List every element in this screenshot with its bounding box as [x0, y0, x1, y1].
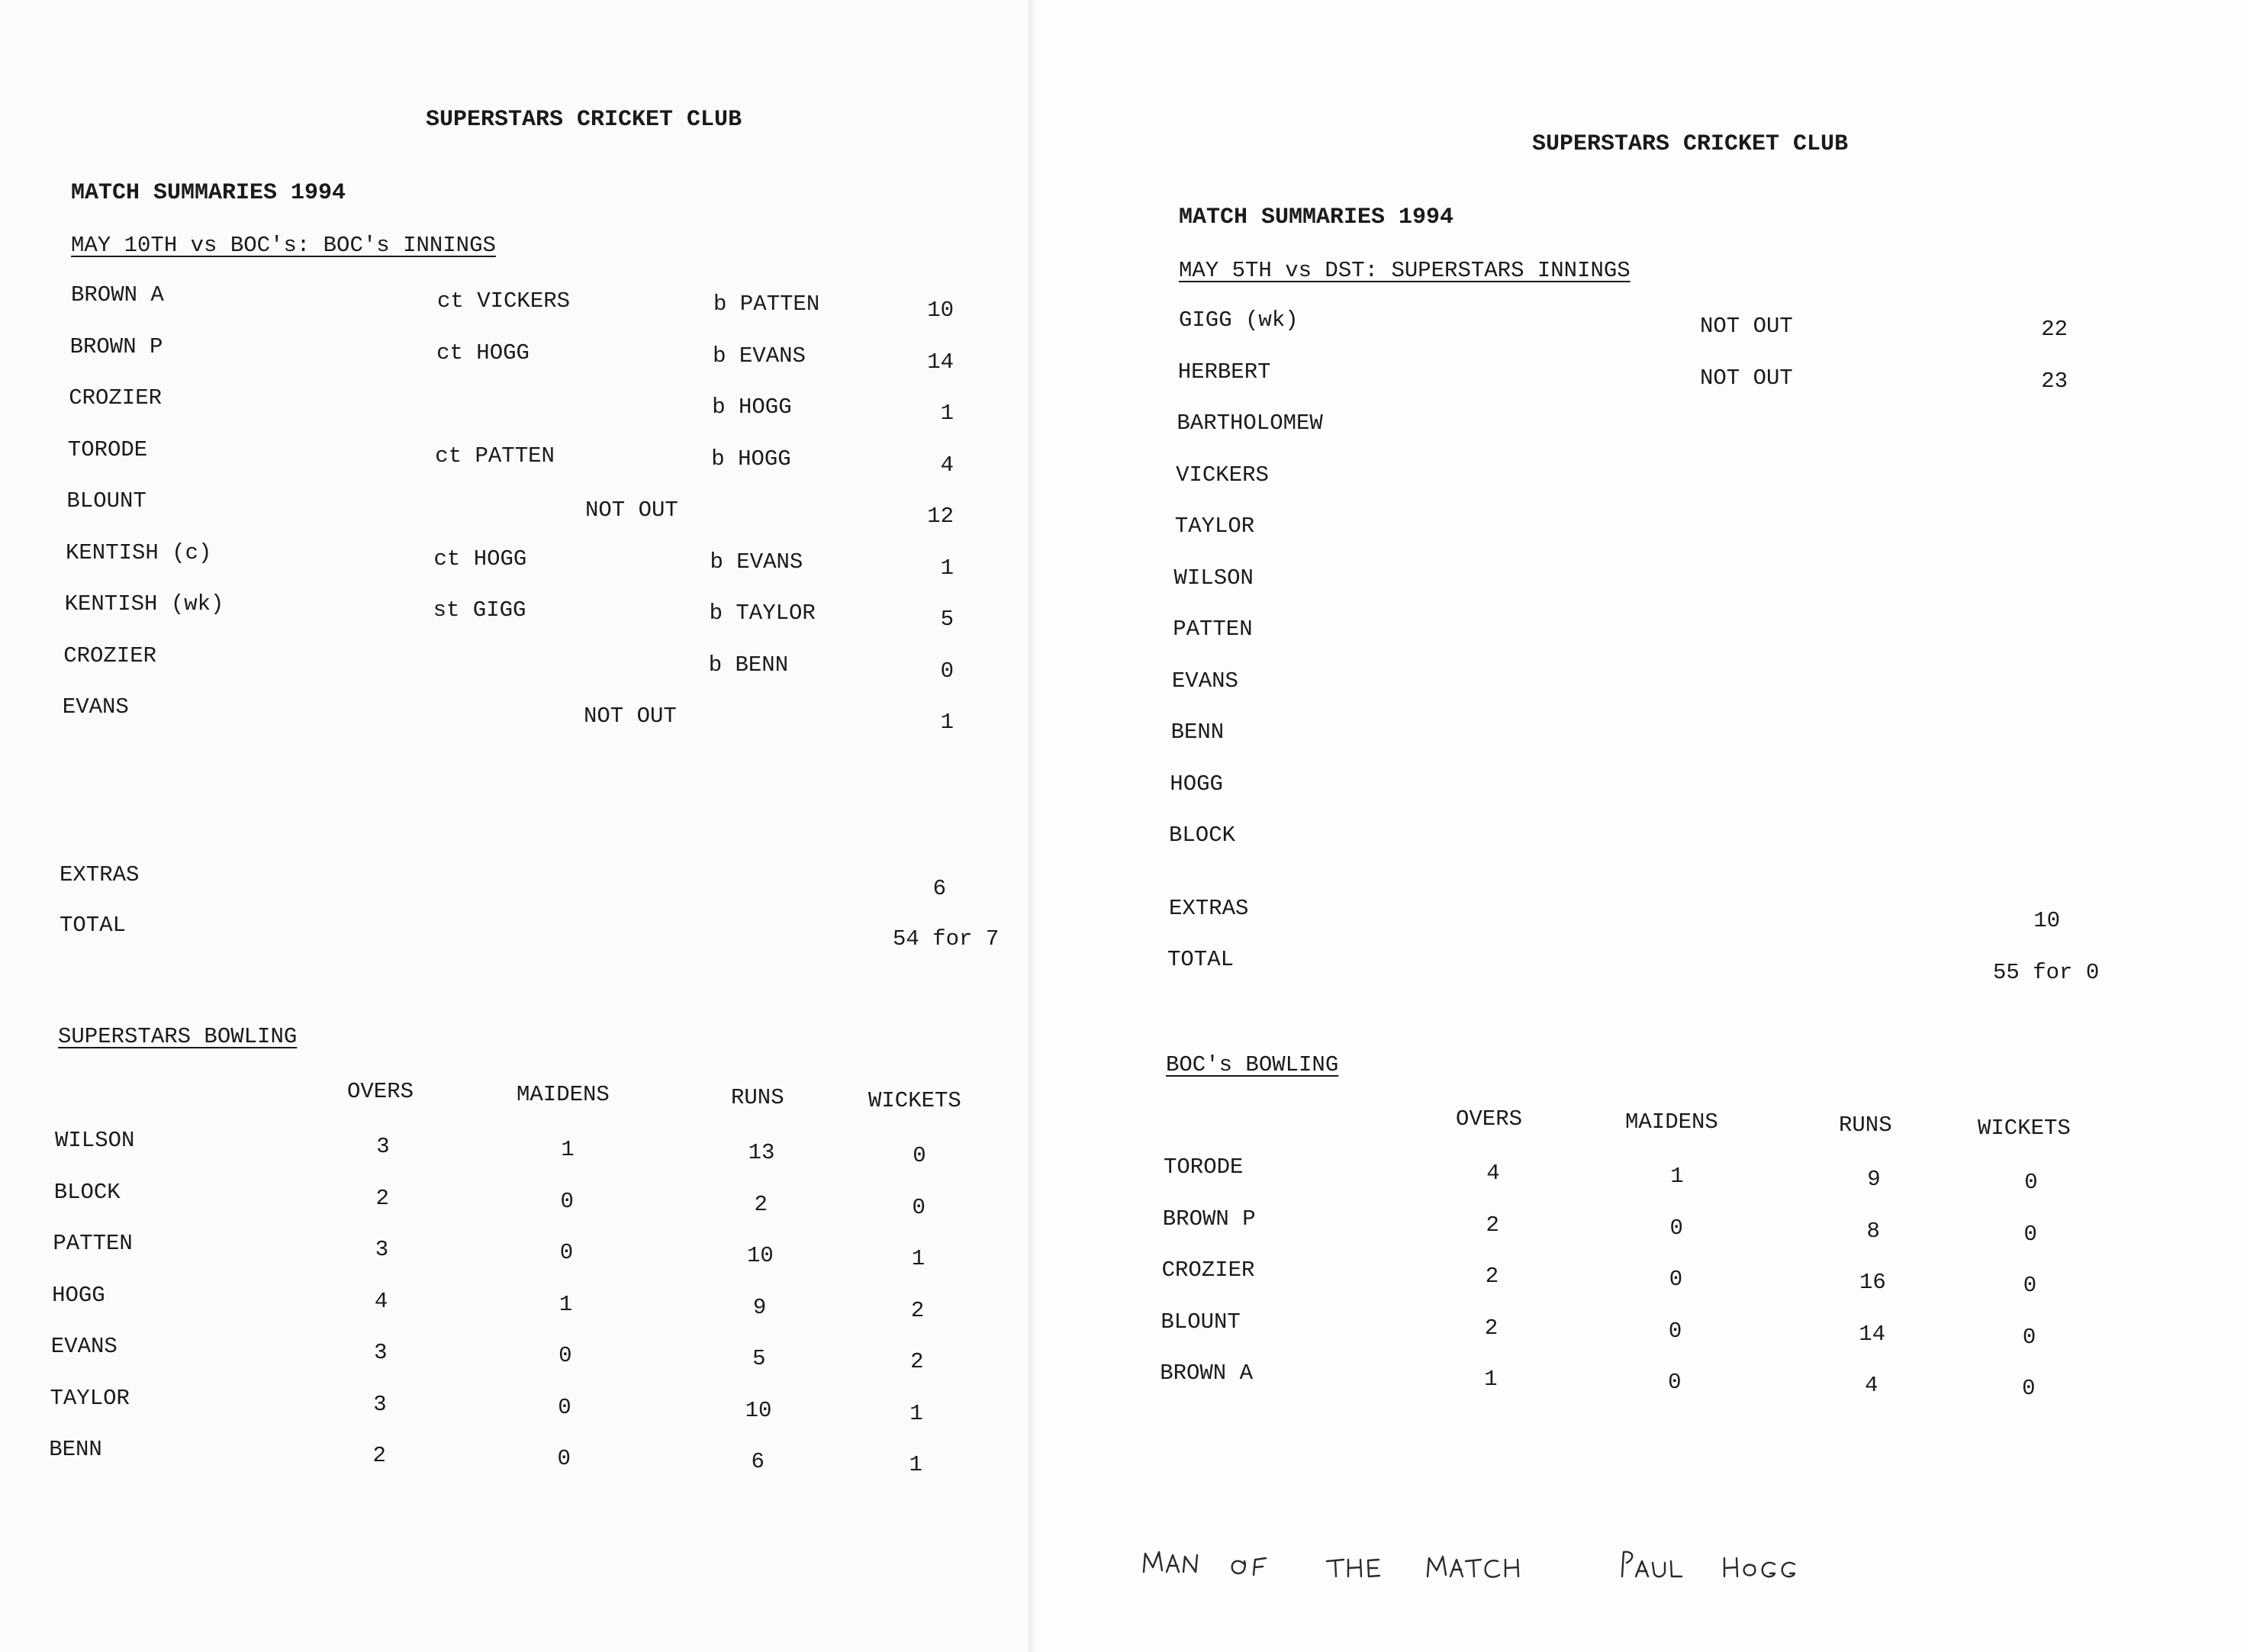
bowling-header: MAIDENS: [1625, 1109, 1718, 1135]
bowler-runs: 10: [746, 1243, 774, 1268]
bowler-runs: 14: [1859, 1321, 1885, 1347]
club-title-left: SUPERSTARS CRICKET CLUB: [426, 107, 742, 133]
batter-caught: ct VICKERS: [437, 288, 571, 314]
handwritten-man-of-the-match: [1141, 1543, 1537, 1589]
bowler-runs: 6: [751, 1449, 765, 1474]
bowler-runs: 5: [752, 1346, 766, 1371]
innings-title-left: MAY 10TH vs BOC's: BOC's INNINGS: [71, 233, 496, 258]
batter-runs: 1: [940, 555, 954, 581]
bowler-wickets: 0: [2023, 1221, 2037, 1247]
batter-not-out: NOT OUT: [584, 704, 677, 729]
total-value-left: 54 for 7: [893, 926, 1000, 952]
innings-title-right: MAY 5TH vs DST: SUPERSTARS INNINGS: [1179, 258, 1631, 283]
batter-name: HERBERT: [1177, 359, 1271, 385]
batter-name: KENTISH (c): [66, 539, 212, 565]
batter-caught: ct HOGG: [436, 340, 530, 366]
bowler-wickets: 0: [2023, 1273, 2037, 1298]
bowler-name: EVANS: [50, 1334, 118, 1359]
bowler-wickets: 2: [910, 1297, 925, 1323]
batter-name: KENTISH (wk): [64, 591, 224, 617]
subtitle-right: MATCH SUMMARIES 1994: [1179, 204, 1454, 230]
bowler-wickets: 1: [909, 1400, 923, 1426]
bowler-name: TAYLOR: [50, 1385, 130, 1411]
batter-name: PATTEN: [1173, 617, 1253, 642]
bowler-maidens: 0: [1668, 1318, 1682, 1344]
bowler-runs: 9: [1867, 1167, 1881, 1192]
batter-name: CROZIER: [63, 642, 157, 668]
batter-runs: 23: [2041, 368, 2068, 394]
bowler-maidens: 0: [1669, 1267, 1683, 1292]
extras-value-left: 6: [932, 876, 946, 901]
bowler-maidens: 1: [1670, 1164, 1684, 1189]
batter-bowled: b EVANS: [713, 343, 806, 369]
batter-runs: 10: [927, 298, 954, 323]
bowler-wickets: 0: [912, 1194, 926, 1220]
bowling-header: RUNS: [731, 1085, 784, 1110]
page-fold: [1029, 0, 1039, 1652]
bowler-wickets: 2: [910, 1349, 924, 1374]
bowler-overs: 3: [376, 1134, 390, 1159]
batter-bowled: b BENN: [708, 652, 789, 678]
bowler-maidens: 0: [559, 1240, 574, 1265]
batter-runs: 4: [940, 452, 954, 478]
batter-name: VICKERS: [1176, 462, 1269, 488]
bowler-runs: 2: [754, 1191, 768, 1217]
bowler-maidens: 0: [559, 1343, 572, 1368]
bowler-overs: 2: [1485, 1264, 1499, 1289]
bowler-overs: 3: [375, 1237, 389, 1262]
bowler-runs: 13: [748, 1140, 775, 1165]
extras-label-right: EXTRAS: [1169, 896, 1249, 921]
handwritten-paul-hogg: [1618, 1543, 1824, 1589]
bowler-wickets: 0: [913, 1143, 926, 1168]
bowler-maidens: 1: [561, 1137, 575, 1162]
bowler-runs: 4: [1865, 1373, 1878, 1398]
batter-name: TAYLOR: [1174, 514, 1255, 539]
bowler-overs: 2: [375, 1185, 389, 1211]
bowler-overs: 4: [374, 1288, 388, 1314]
batter-name: HOGG: [1170, 771, 1223, 797]
batter-bowled: b HOGG: [711, 446, 791, 472]
batter-caught: st GIGG: [433, 597, 526, 623]
bowler-maidens: 0: [560, 1188, 574, 1214]
bowler-maidens: 0: [1668, 1370, 1682, 1395]
extras-value-right: 10: [2033, 908, 2060, 933]
club-title-right: SUPERSTARS CRICKET CLUB: [1532, 131, 1849, 157]
batter-bowled: b TAYLOR: [709, 601, 816, 626]
bowler-maidens: 1: [559, 1291, 573, 1317]
bowling-header: OVERS: [347, 1079, 414, 1104]
batter-not-out: NOT OUT: [1700, 365, 1793, 391]
bowler-overs: 2: [1486, 1212, 1499, 1238]
batter-name: BROWN P: [69, 333, 163, 359]
batter-runs: 5: [940, 607, 954, 632]
batter-name: TORODE: [67, 436, 148, 462]
bowler-wickets: 0: [2022, 1376, 2036, 1401]
batter-runs: 0: [940, 658, 954, 684]
batter-name: BROWN A: [71, 282, 164, 308]
batter-caught: ct HOGG: [433, 546, 527, 572]
batter-name: WILSON: [1173, 565, 1254, 591]
bowler-maidens: 0: [558, 1394, 571, 1420]
bowler-name: HOGG: [52, 1282, 105, 1308]
batter-runs: 14: [927, 349, 954, 375]
total-label-right: TOTAL: [1167, 947, 1235, 972]
bowler-name: BROWN A: [1160, 1361, 1254, 1386]
bowling-title-left: SUPERSTARS BOWLING: [58, 1024, 298, 1049]
batter-runs: 1: [940, 710, 954, 735]
bowling-header: OVERS: [1456, 1106, 1523, 1132]
batter-runs: 12: [927, 504, 954, 529]
bowler-name: PATTEN: [53, 1231, 133, 1256]
bowler-overs: 2: [372, 1443, 386, 1468]
bowler-wickets: 1: [909, 1452, 922, 1477]
batter-runs: 1: [940, 401, 954, 426]
bowling-header: WICKETS: [1978, 1116, 2071, 1141]
bowler-name: BLOUNT: [1161, 1309, 1241, 1335]
bowler-maidens: 0: [557, 1446, 571, 1471]
batter-caught: ct PATTEN: [435, 443, 555, 469]
bowler-maidens: 0: [1669, 1215, 1683, 1241]
bowler-overs: 4: [1486, 1161, 1500, 1186]
bowling-header: MAIDENS: [517, 1082, 610, 1107]
bowler-runs: 16: [1859, 1270, 1886, 1295]
batter-name: BLOUNT: [66, 488, 146, 514]
batter-runs: 22: [2041, 317, 2068, 342]
total-value-right: 55 for 0: [1993, 960, 2100, 985]
bowler-name: TORODE: [1164, 1154, 1244, 1180]
batter-name: BLOCK: [1169, 823, 1236, 848]
batter-name: GIGG (wk): [1179, 308, 1299, 333]
bowling-header: WICKETS: [868, 1088, 961, 1113]
bowler-name: BROWN P: [1162, 1206, 1256, 1232]
batter-bowled: b PATTEN: [713, 291, 820, 317]
bowling-header: RUNS: [1839, 1113, 1892, 1138]
bowler-runs: 9: [752, 1294, 767, 1320]
batter-bowled: b EVANS: [710, 549, 803, 575]
total-label-left: TOTAL: [60, 913, 127, 938]
bowler-name: CROZIER: [1161, 1258, 1255, 1283]
bowler-name: BENN: [49, 1437, 102, 1462]
bowler-name: BLOCK: [53, 1179, 121, 1205]
bowler-wickets: 0: [2024, 1170, 2038, 1195]
bowling-title-right: BOC's BOWLING: [1166, 1052, 1339, 1077]
batter-name: EVANS: [1171, 668, 1238, 694]
bowler-runs: 8: [1866, 1218, 1880, 1244]
batter-name: CROZIER: [69, 385, 163, 411]
bowler-wickets: 1: [911, 1246, 926, 1271]
bowler-overs: 3: [374, 1340, 388, 1365]
batter-not-out: NOT OUT: [1700, 314, 1793, 339]
batter-bowled: b HOGG: [712, 394, 792, 420]
bowler-runs: 10: [745, 1397, 772, 1423]
bowler-wickets: 0: [2022, 1324, 2036, 1350]
batter-name: EVANS: [62, 694, 129, 720]
bowler-overs: 2: [1484, 1315, 1499, 1341]
subtitle-left: MATCH SUMMARIES 1994: [71, 180, 346, 206]
extras-label-left: EXTRAS: [60, 862, 140, 887]
batter-name: BARTHOLOMEW: [1177, 411, 1323, 436]
bowler-overs: 3: [373, 1391, 387, 1417]
batter-not-out: NOT OUT: [585, 498, 678, 523]
bowler-overs: 1: [1484, 1367, 1498, 1392]
batter-name: BENN: [1170, 720, 1225, 745]
bowler-name: WILSON: [55, 1128, 135, 1153]
